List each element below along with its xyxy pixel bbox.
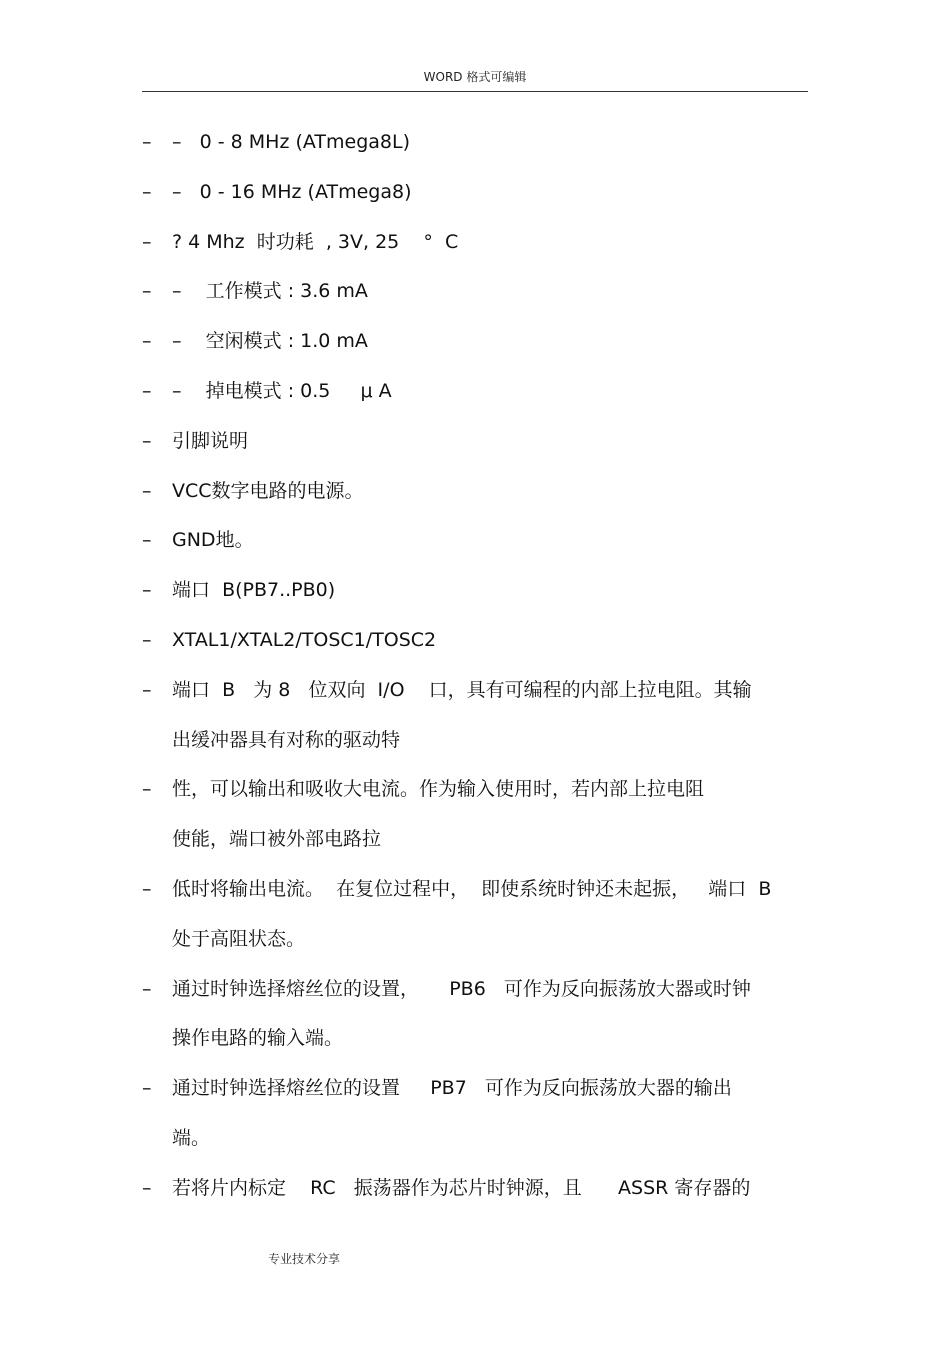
- text-line: 若将片内标定 RC 振荡器作为芯片时钟源，且 ASSR 寄存器的: [172, 1177, 751, 1199]
- bullet-dash: –: [142, 778, 152, 800]
- text-line: – 掉电模式 : 0.5 μ A: [172, 380, 392, 402]
- text-line: – 工作模式 : 3.6 mA: [172, 280, 368, 302]
- bullet-dash: –: [142, 1077, 152, 1099]
- bullet-dash: –: [142, 679, 152, 701]
- text-line: 端口 B 为 8 位双向 I/O 口，具有可编程的内部上拉电阻。其输: [172, 679, 752, 701]
- text-line: 引脚说明: [172, 430, 249, 452]
- text-line: 出缓冲器具有对称的驱动特: [172, 729, 401, 751]
- text-line: 低时将输出电流。 在复位过程中， 即使系统时钟还未起振， 端口 B: [172, 878, 772, 900]
- bullet-dash: –: [142, 131, 152, 153]
- bullet-dash: –: [142, 380, 152, 402]
- text-line: – 空闲模式 : 1.0 mA: [172, 330, 368, 352]
- bullet-dash: –: [142, 1177, 152, 1199]
- text-line: 通过时钟选择熔丝位的设置 PB7 可作为反向振荡放大器的输出: [172, 1077, 732, 1099]
- bullet-dash: –: [142, 231, 152, 253]
- bullet-dash: –: [142, 280, 152, 302]
- bullet-dash: –: [142, 529, 152, 551]
- text-line: 端口 B(PB7..PB0): [172, 579, 336, 601]
- bullet-dash: –: [142, 579, 152, 601]
- bullet-dash: –: [142, 629, 152, 651]
- text-line: – 0 - 8 MHz (ATmega8L): [172, 131, 410, 153]
- text-line: XTAL1/XTAL2/TOSC1/TOSC2: [172, 629, 437, 651]
- text-line: 使能，端口被外部电路拉: [172, 828, 382, 850]
- text-line: ? 4 Mhz 时功耗 , 3V, 25 ° C: [172, 231, 459, 253]
- bullet-dash: –: [142, 430, 152, 452]
- text-line: 通过时钟选择熔丝位的设置， PB6 可作为反向振荡放大器或时钟: [172, 978, 751, 1000]
- text-line: – 0 - 16 MHz (ATmega8): [172, 181, 412, 203]
- text-line: 处于高阻状态。: [172, 928, 306, 950]
- bullet-dash: –: [142, 480, 152, 502]
- text-line: GND地。: [172, 529, 254, 551]
- page-footer: 专业技术分享: [268, 1252, 341, 1266]
- bullet-dash: –: [142, 878, 152, 900]
- page-header: WORD 格式可编辑: [423, 70, 527, 84]
- header-rule: [142, 91, 808, 92]
- bullet-dash: –: [142, 978, 152, 1000]
- text-line: 端。: [172, 1127, 211, 1149]
- bullet-dash: –: [142, 330, 152, 352]
- text-line: VCC数字电路的电源。: [172, 480, 364, 502]
- text-line: 性，可以输出和吸收大电流。作为输入使用时，若内部上拉电阻: [172, 778, 705, 800]
- text-line: 操作电路的输入端。: [172, 1027, 344, 1049]
- bullet-dash: –: [142, 181, 152, 203]
